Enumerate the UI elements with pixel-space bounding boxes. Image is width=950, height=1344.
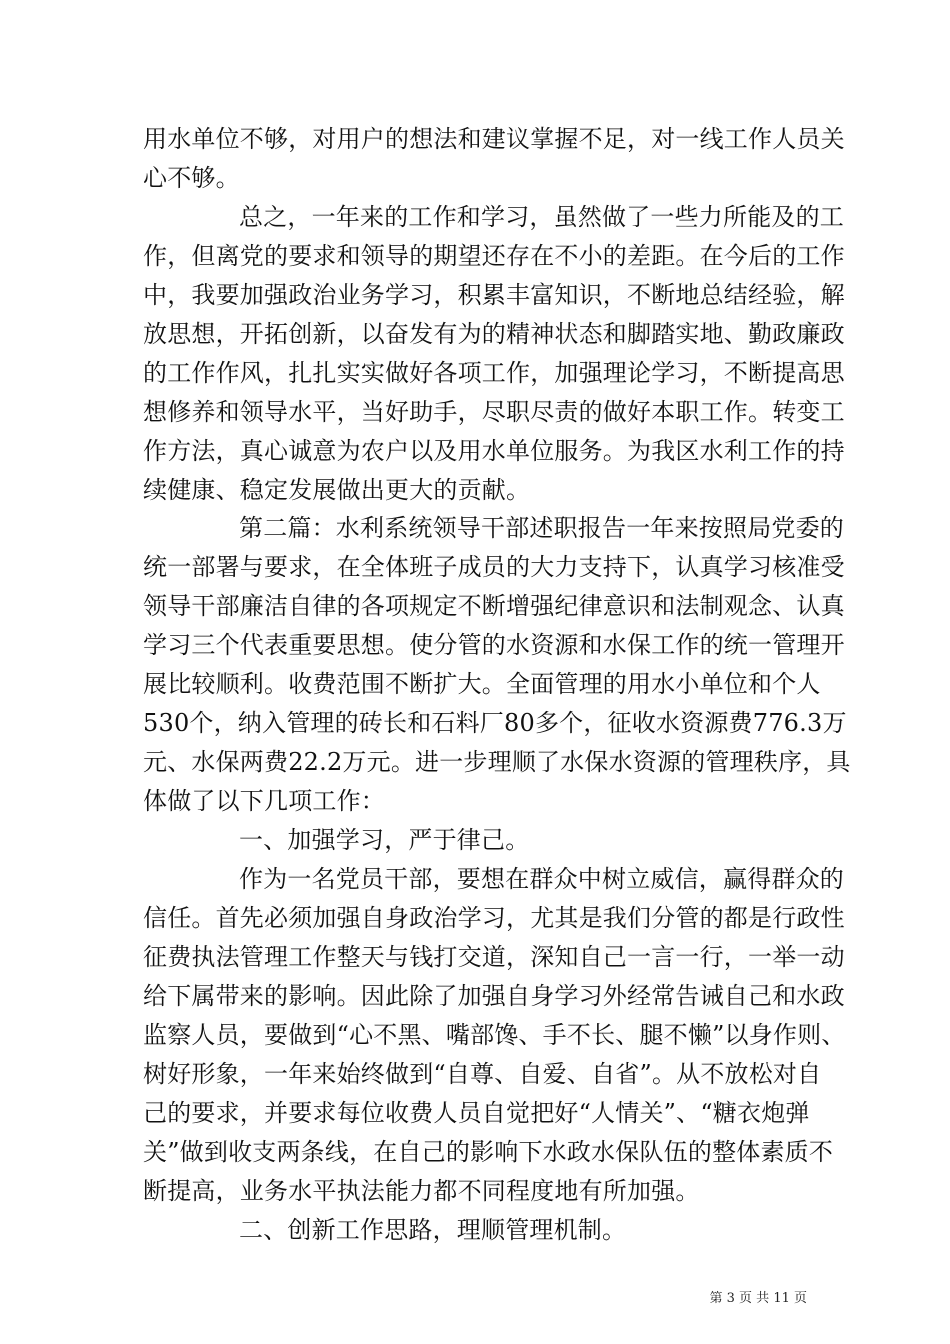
text-line: 作为一名党员干部，要想在群众中树立威信，赢得群众的 <box>239 865 844 893</box>
page-number: 第 3 页 共 11 页 <box>709 1291 807 1306</box>
text-line: 关”做到收支两条线，在自己的影响下水政水保队伍的整体素质不 <box>143 1138 834 1166</box>
text-line: 监察人员，要做到“心不黑、嘴部馋、手不长、腿不懒”以身作则、 <box>143 1021 846 1049</box>
text-line: 元、水保两费22.2万元。进一步理顺了水保水资源的管理秩序，具 <box>143 748 851 776</box>
text-line: 树好形象，一年来始终做到“自尊、自爱、自省”。从不放松对自 <box>143 1060 822 1088</box>
text-line: 续健康、稳定发展做出更大的贡献。 <box>143 476 531 504</box>
text-line: 学习三个代表重要思想。使分管的水资源和水保工作的统一管理开 <box>143 631 845 659</box>
text-line: 作，但离党的要求和领导的期望还存在不小的差距。在今后的工作 <box>143 242 845 270</box>
section-heading: 第二篇：水利系统领导干部述职报告一年来按照局党委的 <box>239 514 844 542</box>
text-line: 想修养和领导水平，当好助手，尽职尽责的做好本职工作。转变工 <box>143 398 845 426</box>
text-line: 心不够。 <box>143 164 240 192</box>
text-line: 530个，纳入管理的砖长和石料厂80多个，征收水资源费776.3万 <box>143 709 847 737</box>
text-line: 作方法，真心诚意为农户以及用水单位服务。为我区水利工作的持 <box>143 437 845 465</box>
text-line: 统一部署与要求，在全体班子成员的大力支持下，认真学习核准受 <box>143 553 845 581</box>
text-line: 领导干部廉洁自律的各项规定不断增强纪律意识和法制观念、认真 <box>143 592 845 620</box>
text-line: 用水单位不够，对用户的想法和建议掌握不足，对一线工作人员关 <box>143 125 845 153</box>
text-line: 信任。首先必须加强自身政治学习，尤其是我们分管的都是行政性 <box>143 904 845 932</box>
text-line: 放思想，开拓创新，以奋发有为的精神状态和脚踏实地、勤政廉政 <box>143 320 845 348</box>
text-line: 的工作作风，扎扎实实做好各项工作，加强理论学习，不断提高思 <box>143 359 845 387</box>
text-line: 己的要求，并要求每位收费人员自觉把好“人情关”、“糖衣炮弹 <box>143 1099 810 1127</box>
text-line: 总之，一年来的工作和学习，虽然做了一些力所能及的工 <box>239 203 844 231</box>
subheading: 一、加强学习，严于律己。 <box>239 826 530 854</box>
subheading: 二、创新工作思路，理顺管理机制。 <box>239 1216 627 1244</box>
text-line: 体做了以下几项工作： <box>143 787 385 815</box>
text-line: 展比较顺利。收费范围不断扩大。全面管理的用水小单位和个人 <box>143 670 821 698</box>
text-line: 征费执法管理工作整天与钱打交道，深知自己一言一行，一举一动 <box>143 943 845 971</box>
text-line: 给下属带来的影响。因此除了加强自身学习外经常告诫自己和水政 <box>143 982 845 1010</box>
text-line: 断提高，业务水平执法能力都不同程度地有所加强。 <box>143 1177 700 1205</box>
text-line: 中，我要加强政治业务学习，积累丰富知识，不断地总结经验，解 <box>143 281 845 309</box>
